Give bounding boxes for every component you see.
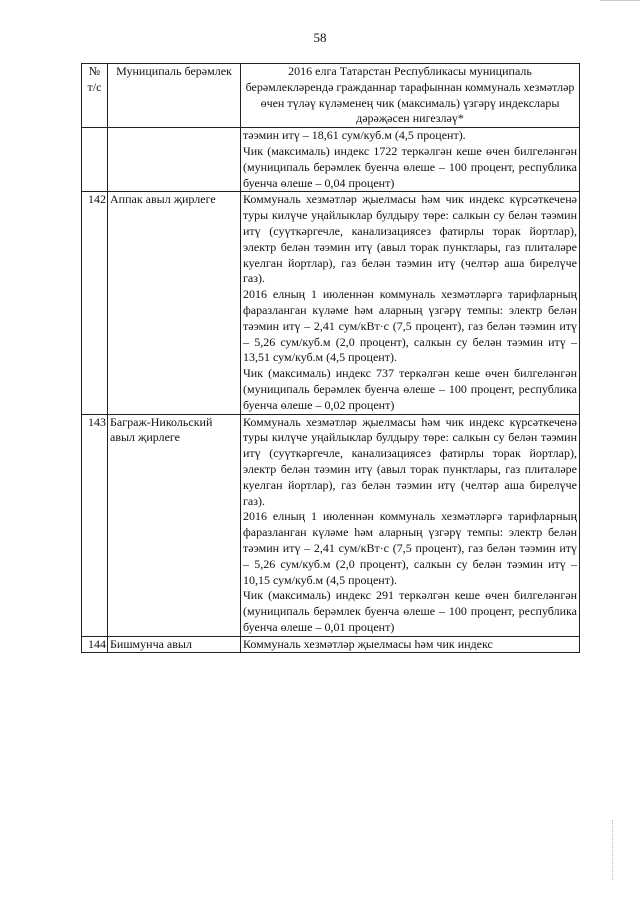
description-paragraph: 2016 елның 1 июленнән коммуналь хезмәтләргә тарифларның фаразланган күләме һәм аларның үзгәрү темпы: электр белән тәэмин итү – 2,41 сум/кВт·с (7,5 процент), газ белән тәэмин итү – 5,26 сум/куб.м (2,0 процент), салкын су белән тәэмин итү – 13,51 сум/куб.м (4,5 процент). bbox=[243, 287, 577, 365]
row-municipality: Баграж-Никольский авыл җирлеге bbox=[108, 414, 241, 636]
header-municipality: Муниципаль берәмлек bbox=[108, 64, 241, 128]
table-row bbox=[82, 636, 580, 653]
description-paragraph: Чик (максималь) индекс 737 теркәлгән кеше өчен билгеләнгән (муниципаль берәмлек буенча өлеше – 100 процент, республика буенча өлеше – 0,02 процент) bbox=[243, 366, 577, 412]
description-paragraph: 2016 елның 1 июленнән коммуналь хезмәтләргә тарифларның фаразланган күләме һәм аларның үзгәрү темпы: электр белән тәэмин итү – 2,41 сум/кВт·с (7,5 процент), газ белән тәэмин итү – 5,26 сум/куб.м (2,0 процент), салкын су белән тәэмин итү – 10,15 сум/куб.м (4,5 процент). bbox=[243, 509, 577, 587]
table-row bbox=[82, 414, 580, 636]
description-paragraph: Коммуналь хезмәтләр җыелмасы һәм чик индекс bbox=[243, 636, 493, 651]
row-number bbox=[82, 128, 108, 192]
scan-edge-mark bbox=[600, 0, 640, 11]
row-municipality: Бишмунча авыл bbox=[108, 636, 241, 653]
description-paragraph: Коммуналь хезмәтләр җыелмасы һәм чик индекс күрсәткеченә туры килүче уңайлыклар булдыру төре: салкын су белән тәэмин итү (суүткәргечле, канализациясез фатирлы торак йортлар), электр белән тәэмин итү (авыл торак пунктлары, газ плиталәре куелган йортлар), газ белән тәэмин итү (челтәр аша бирелүче газ). bbox=[243, 414, 577, 508]
page-number: 58 bbox=[313, 30, 327, 45]
description-paragraph: Чик (максималь) индекс 291 теркәлгән кеше өчен билгеләнгән (муниципаль берәмлек буенча өлеше – 100 процент, республика буенча өлеше – 0,01 процент) bbox=[243, 588, 577, 634]
row-description bbox=[241, 414, 580, 636]
row-description bbox=[241, 128, 580, 192]
header-description: 2016 елга Татарстан Республикасы муниципаль берәмлекләрендә гражданнар тарафыннан коммуналь хезмәтләр өчен түләү күләменең чик (максималь) үзгәрү индекслары дәрәҗәсен нигезләү* bbox=[241, 64, 580, 128]
row-municipality bbox=[108, 128, 241, 192]
row-description bbox=[241, 192, 580, 414]
row-number: 143 bbox=[82, 414, 108, 636]
table-row bbox=[82, 128, 580, 192]
tariff-index-table bbox=[81, 63, 580, 653]
row-description bbox=[241, 636, 580, 653]
description-paragraph: Чик (максималь) индекс 1722 теркәлгән кеше өчен билгеләнгән (муниципаль берәмлек буенча өлеше – 100 процент, республика буенча өлеше – 0,04 процент) bbox=[243, 143, 577, 190]
description-paragraph: Коммуналь хезмәтләр җыелмасы һәм чик индекс күрсәткеченә туры килүче уңайлыклар булдыру төре: салкын су белән тәэмин итү (суүткәргечле, канализациясез фатирлы торак йортлар), электр белән тәэмин итү (авыл торак пунктлары, газ плиталәре куелган йортлар), газ белән тәэмин итү (челтәр аша бирелүче газ). bbox=[243, 192, 577, 286]
description-paragraph: тәэмин итү – 18,61 сум/куб.м (4,5 процент). bbox=[243, 128, 466, 143]
margin-mark bbox=[612, 820, 615, 880]
row-number: 142 bbox=[82, 192, 108, 414]
header-number: № т/с bbox=[82, 64, 108, 128]
row-number: 144 bbox=[82, 636, 108, 653]
row-municipality: Аппак авыл җирлеге bbox=[108, 192, 241, 414]
table-row bbox=[82, 192, 580, 414]
table-header-row bbox=[82, 64, 580, 128]
